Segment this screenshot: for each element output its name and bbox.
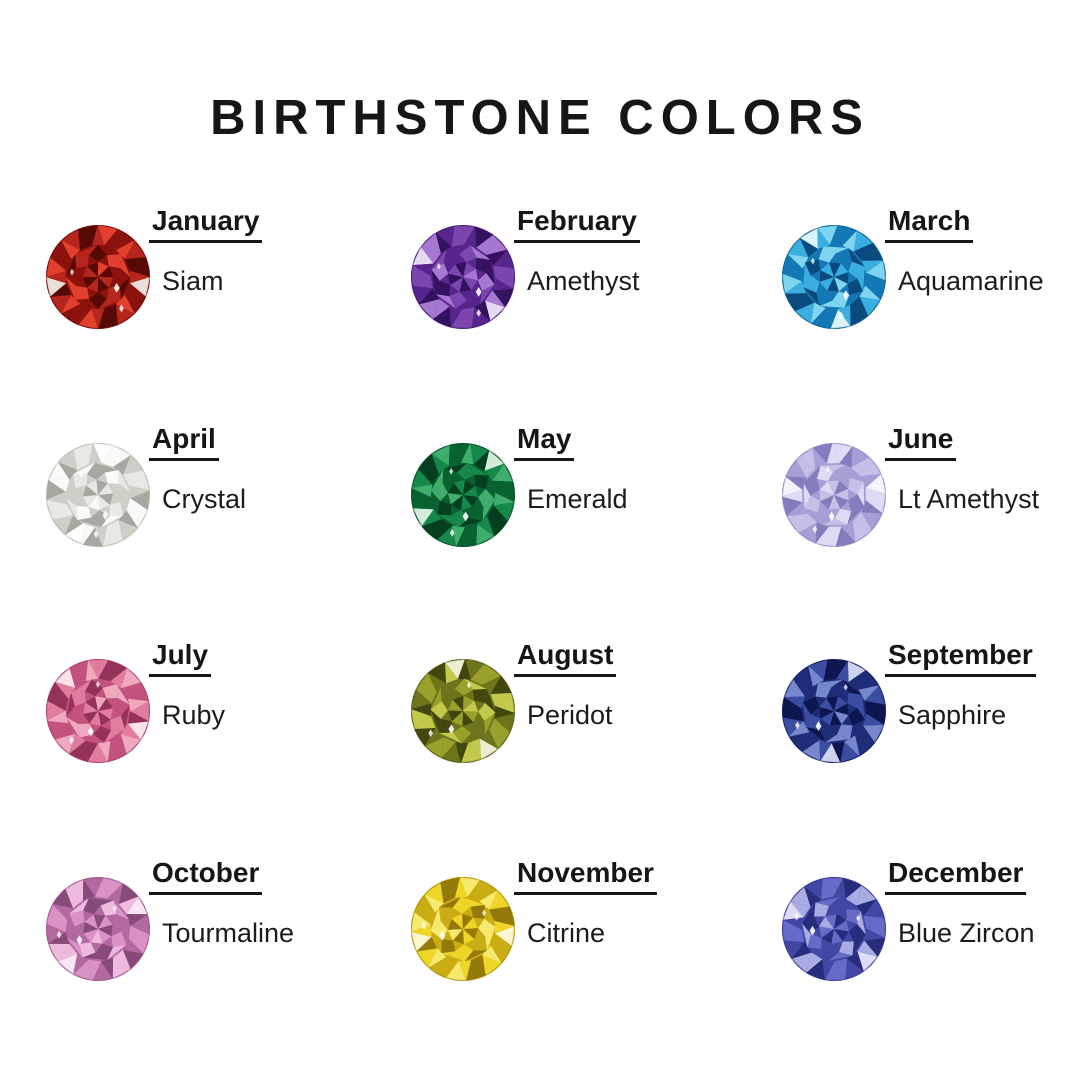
cell-march [781, 206, 1080, 401]
month-label-january: January [149, 206, 262, 243]
month-label-august: August [514, 640, 616, 677]
cell-june [781, 424, 1080, 619]
gem-image-november [410, 876, 516, 982]
cell-january [45, 206, 350, 401]
gem-image-may [410, 442, 516, 548]
month-label-october: October [149, 858, 262, 895]
gem-image-january [45, 224, 151, 330]
month-label-june: June [885, 424, 956, 461]
gem-name-october: Tourmaline [162, 917, 295, 948]
gem-name-june: Lt Amethyst [898, 483, 1040, 514]
cell-april [45, 424, 350, 619]
gem-name-november: Citrine [527, 917, 606, 948]
gem-image-august [410, 658, 516, 764]
page-title: BIRTHSTONE COLORS [210, 91, 870, 145]
cell-february [410, 206, 715, 401]
gem-name-august: Peridot [527, 699, 613, 730]
gem-name-may: Emerald [527, 483, 628, 514]
month-label-december: December [885, 858, 1026, 895]
gem-image-october [45, 876, 151, 982]
month-label-september: September [885, 640, 1036, 677]
gem-image-july [45, 658, 151, 764]
gem-image-february [410, 224, 516, 330]
gem-name-april: Crystal [162, 483, 247, 514]
cell-august [410, 640, 715, 835]
cell-november [410, 858, 715, 1053]
cell-may [410, 424, 715, 619]
month-label-march: March [885, 206, 973, 243]
gem-image-december [781, 876, 887, 982]
month-label-may: May [514, 424, 574, 461]
gem-name-january: Siam [162, 265, 224, 296]
cell-july [45, 640, 350, 835]
gem-name-december: Blue Zircon [898, 917, 1035, 948]
gem-name-july: Ruby [162, 699, 226, 730]
month-label-july: July [149, 640, 211, 677]
month-label-april: April [149, 424, 219, 461]
cell-september [781, 640, 1080, 835]
gem-name-september: Sapphire [898, 699, 1007, 730]
gem-name-february: Amethyst [527, 265, 640, 296]
gem-image-september [781, 658, 887, 764]
gem-name-march: Aquamarine [898, 265, 1044, 296]
cell-october [45, 858, 350, 1053]
gem-image-march [781, 224, 887, 330]
month-label-february: February [514, 206, 640, 243]
month-label-november: November [514, 858, 657, 895]
gem-image-april [45, 442, 151, 548]
cell-december [781, 858, 1080, 1053]
gem-image-june [781, 442, 887, 548]
